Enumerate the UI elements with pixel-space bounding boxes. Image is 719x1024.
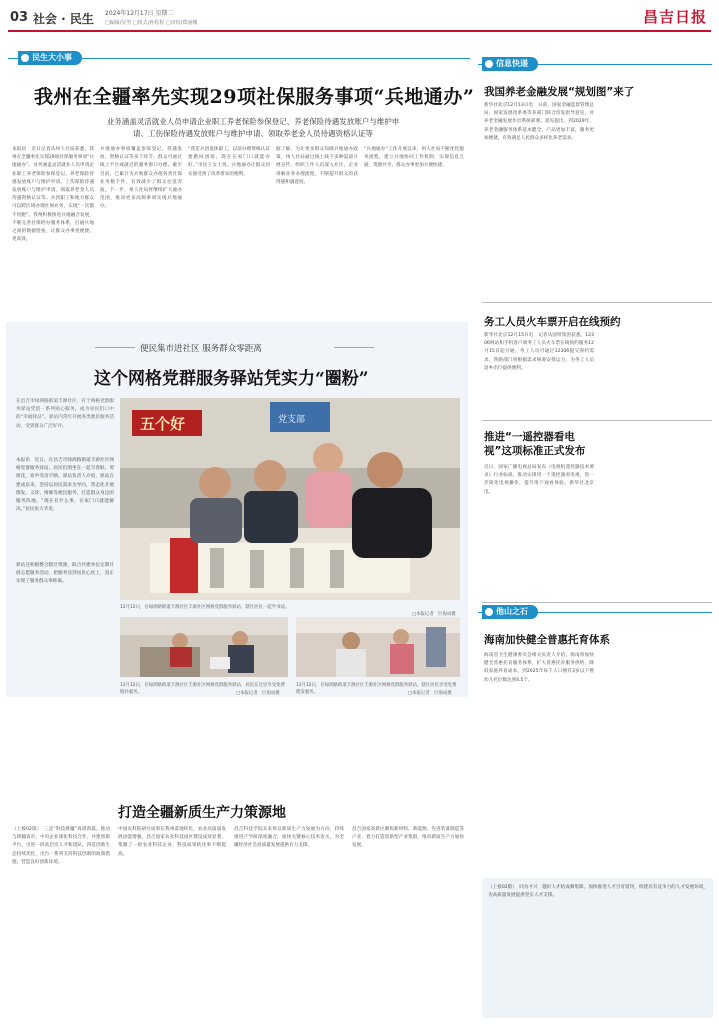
feature-intro: 在昌吉市绿洲路街道丰源社区，有个网格党群服务驿站凭借一系列贴心服务，成为居民们口中的“幸福驿站”。驿站内常年开展各类便民服务活动，受到群众广泛好评。 bbox=[16, 399, 114, 429]
newspaper-logo: 昌吉日报 bbox=[642, 8, 707, 26]
main-body-col4: 据了解，为让更多群众知晓兵地通办政策，州人社局通过线上线下多种渠道开展宣传，组织工作人员深入社区、企业讲解业务办理流程，不断提升群众的获得感和满意度。 bbox=[276, 147, 358, 185]
issue-date: 2024年12月17日 星期二 bbox=[105, 10, 174, 17]
calligraphy-scene-image bbox=[120, 398, 460, 600]
page-number: 03 bbox=[10, 10, 29, 25]
right-story-3-body: 近日，国家广播电视总局发布《电视机遥控器技术要求》行业标准，推动实现用一个遥控器看电视，进一步简化电视操作，提升用户观看体验。新华社北京电。 bbox=[484, 465, 594, 495]
main-body-col3: “我是兵团退休职工，以前办理资格认证要跑回团场，现在在家门口就能办好。”市民王女士说。兵地通办让群众切实感受到了改革带来的便利。 bbox=[188, 147, 270, 177]
divider bbox=[482, 302, 712, 303]
right-headline-3: 推进“一遥控器看电视”这项标准正式发布 bbox=[484, 431, 586, 457]
wall-sign-text: 五个好 bbox=[140, 415, 186, 433]
main-deck-line1: 业务涵盖灵活就业人员申请企业职工养老保险参保登记、养老保险待遇发放账户与维护申 bbox=[106, 117, 400, 126]
sewing-photo-credit: □本报记者 巨海成摄 bbox=[236, 691, 280, 696]
main-body-col5: “兵地通办”工作开展以来，州人社局不断优化服务流程，建立兵地协同工作机制，实现信息互通、资源共享，群众办事更加方便快捷。 bbox=[364, 147, 464, 169]
feature-kicker: 便民集市进社区 服务群众零距离 bbox=[140, 344, 262, 354]
editor-credits: □编辑/吴男 □组式/孙程程 □审校/郑丽娜 bbox=[105, 20, 198, 26]
haircut-scene-image bbox=[296, 617, 460, 677]
feature-body-col1: 本报讯 近日，在昌吉市绿洲路街道丰源社区网格党群服务驿站，居民们围坐在一起写春联、剪窗花，欢声笑语不断。驿站负责人介绍，驿站自建成以来，坚持以居民需求为导向，常态化开展理发、义诊、维修等便民服务，打造群众身边的服务阵地。“现在有什么事，在家门口就能解决。”居民张大爷说。 bbox=[16, 458, 114, 513]
sewing-scene-image bbox=[120, 617, 288, 677]
section-tag-news-express: 信息快递 bbox=[482, 57, 538, 71]
right-headline-4: 海南加快健全普惠托育体系 bbox=[484, 634, 610, 646]
right-headline-1: 我国养老金融发展“规划图”来了 bbox=[484, 86, 635, 98]
right-story-1-body-cont bbox=[600, 102, 710, 292]
feature-body-col2: 驿站还积极整合辖区资源，联合共建单位定期开展志愿服务活动，把服务送到居民心坎上，真正实现了服务群众零距离。 bbox=[16, 563, 114, 585]
bullet-icon bbox=[21, 54, 29, 62]
main-headline: 我州在全疆率先实现29项社保服务事项“兵地通办” bbox=[34, 86, 475, 108]
section-tag-other-places: 他山之石 bbox=[482, 605, 538, 619]
main-photo-calligraphy bbox=[120, 398, 460, 600]
right-story-2-body: 新华社北京12月15日电 记者从国铁集团获悉，12306网站和手机客户端务工人员火车票在线预约服务12月15日起开通。务工人员可通过12306提交预约需求，铁路部门将根据需求统筹安排运力，为务工人员返乡出行提供便利。 bbox=[484, 333, 594, 371]
sidebox-body: （上接02版） 同为才兴 越好人才结成舞集障。加快推进人才引育留用，构建具有竞争力的人才发展环境，为高质量发展提供坚实人才支撑。 bbox=[488, 885, 708, 899]
sewing-photo-caption: 12月12日，在绿洲路街道丰源社区丰源社区网格党群服务驿站，居民在这里享受免费缝补服务。 bbox=[120, 683, 285, 695]
right-story-1-body: 新华社北京12月13日电 日前，国家金融监督管理总局、国家发展改革委等多部门联合印发指导意见，对养老金融发展作出系统部署。意见提出，到2029年，养老金融服务体系基本健全，产品更加丰富，服务更加便捷，有效满足人民群众多样化养老需求。 bbox=[484, 103, 594, 141]
right-story-4-body-cont bbox=[600, 652, 710, 872]
right-headline-2: 务工人员火车票开启在线预约 bbox=[484, 316, 621, 328]
divider bbox=[482, 420, 712, 421]
bullet-icon bbox=[485, 60, 493, 68]
main-deck-line2: 请、工伤保险待遇发放账户与维护申请、领取养老金人员待遇资格认证等 bbox=[133, 129, 373, 138]
ornament-line-right bbox=[334, 347, 374, 348]
bullet-icon bbox=[485, 608, 493, 616]
photo-sewing bbox=[120, 617, 288, 677]
section-body-col2: 中国农科院研究成果在我州落地转化，农业高质量发展动能增强。昌吉国家农业科技园区建设成效显著，集聚了一批农业科技企业，科技成果转化率不断提高。 bbox=[118, 827, 226, 857]
divider bbox=[482, 602, 712, 603]
masthead bbox=[0, 0, 719, 34]
feature-headline: 这个网格党群服务驿站凭实力“圈粉” bbox=[94, 369, 369, 389]
section-body-col3: 昌吉科技学院未来将以新质生产力发展为方向，持续推进产学研深度融合，加快关键核心技术攻关，为全疆经济社会高质量发展提供有力支撑。 bbox=[234, 827, 344, 849]
section-name: 社会 · 民生 bbox=[33, 12, 94, 26]
header-rule bbox=[8, 30, 711, 32]
main-photo-caption: 12月12日，在绿洲路街道丰源社区丰源社区网格党群服务驿站，辖区居民一起学书法。 bbox=[120, 605, 290, 610]
main-photo-credit: □本报记者 巨海成摄 bbox=[412, 612, 456, 617]
haircut-photo-caption: 12月12日，在绿洲路街道丰源社区丰源社区网格党群服务驿站，辖区居民享受免费理发服务。 bbox=[296, 683, 457, 695]
right-story-4-body: 海南省卫生健康委员会相关负责人介绍，海南将加快健全普惠托育服务体系，扩大普惠托育服务供给，降低家庭养育成本，到2025年每千人口拥有3岁以下婴幼儿托位数达到4.5个。 bbox=[484, 653, 594, 683]
section-body-col1: （上接02版） 三是“科技援疆”再谱新篇。推动与援疆省市、中央企业深化科技合作，共建创新平台，引进一批高层次人才和团队。四是创新生态持续优化，出台一系列支持科技创新的政策措施，营造良好创新环境。 bbox=[12, 827, 110, 865]
section-headline: 打造全疆新质生产力策源地 bbox=[118, 805, 286, 821]
main-body-col1: 本报讯 近日记者从州人社局获悉，我州在全疆率先实现29项社保服务事项“兵地通办”。业务涵盖灵活就业人员申请企业职工养老保险参保登记、养老保险待遇发放账户与维护申请、工伤保险待遇发放账户与维护申请、领取养老金人员待遇资格认证等。兵团职工和地方群众可以跨区域办理社保业务，实现“一次都不用跑”。我州积极推进兵地融合发展，不断完善社保经办服务体系，打通兵地之间的数据壁垒，让群众办事更便捷、更高效。 bbox=[12, 147, 94, 243]
section-body-col4: 昌吉国家高新区聚焦新材料、新能源、先进装备制造等产业，着力打造创新型产业集群，推动新质生产力加快发展。 bbox=[352, 827, 464, 849]
haircut-photo-credit: □本报记者 巨海成摄 bbox=[408, 691, 452, 696]
wall-sign-text-2: 党支部 bbox=[278, 415, 306, 425]
photo-haircut bbox=[296, 617, 460, 677]
ornament-line-left bbox=[95, 347, 135, 348]
main-body-col2: 兵地通办事项覆盖参保登记、待遇发放、资格认证等多个环节，群众可通过线上平台或就近的服务窗口办理。截至目前，已累计为兵地群众办理各类社保业务数千件，有效减少了群众往返奔波。下一步，州人社局将继续扩大通办范围，推动更多高频事项实现兵地通办。 bbox=[100, 147, 182, 210]
section-tag-local-news: 民生大小事 bbox=[18, 51, 82, 65]
